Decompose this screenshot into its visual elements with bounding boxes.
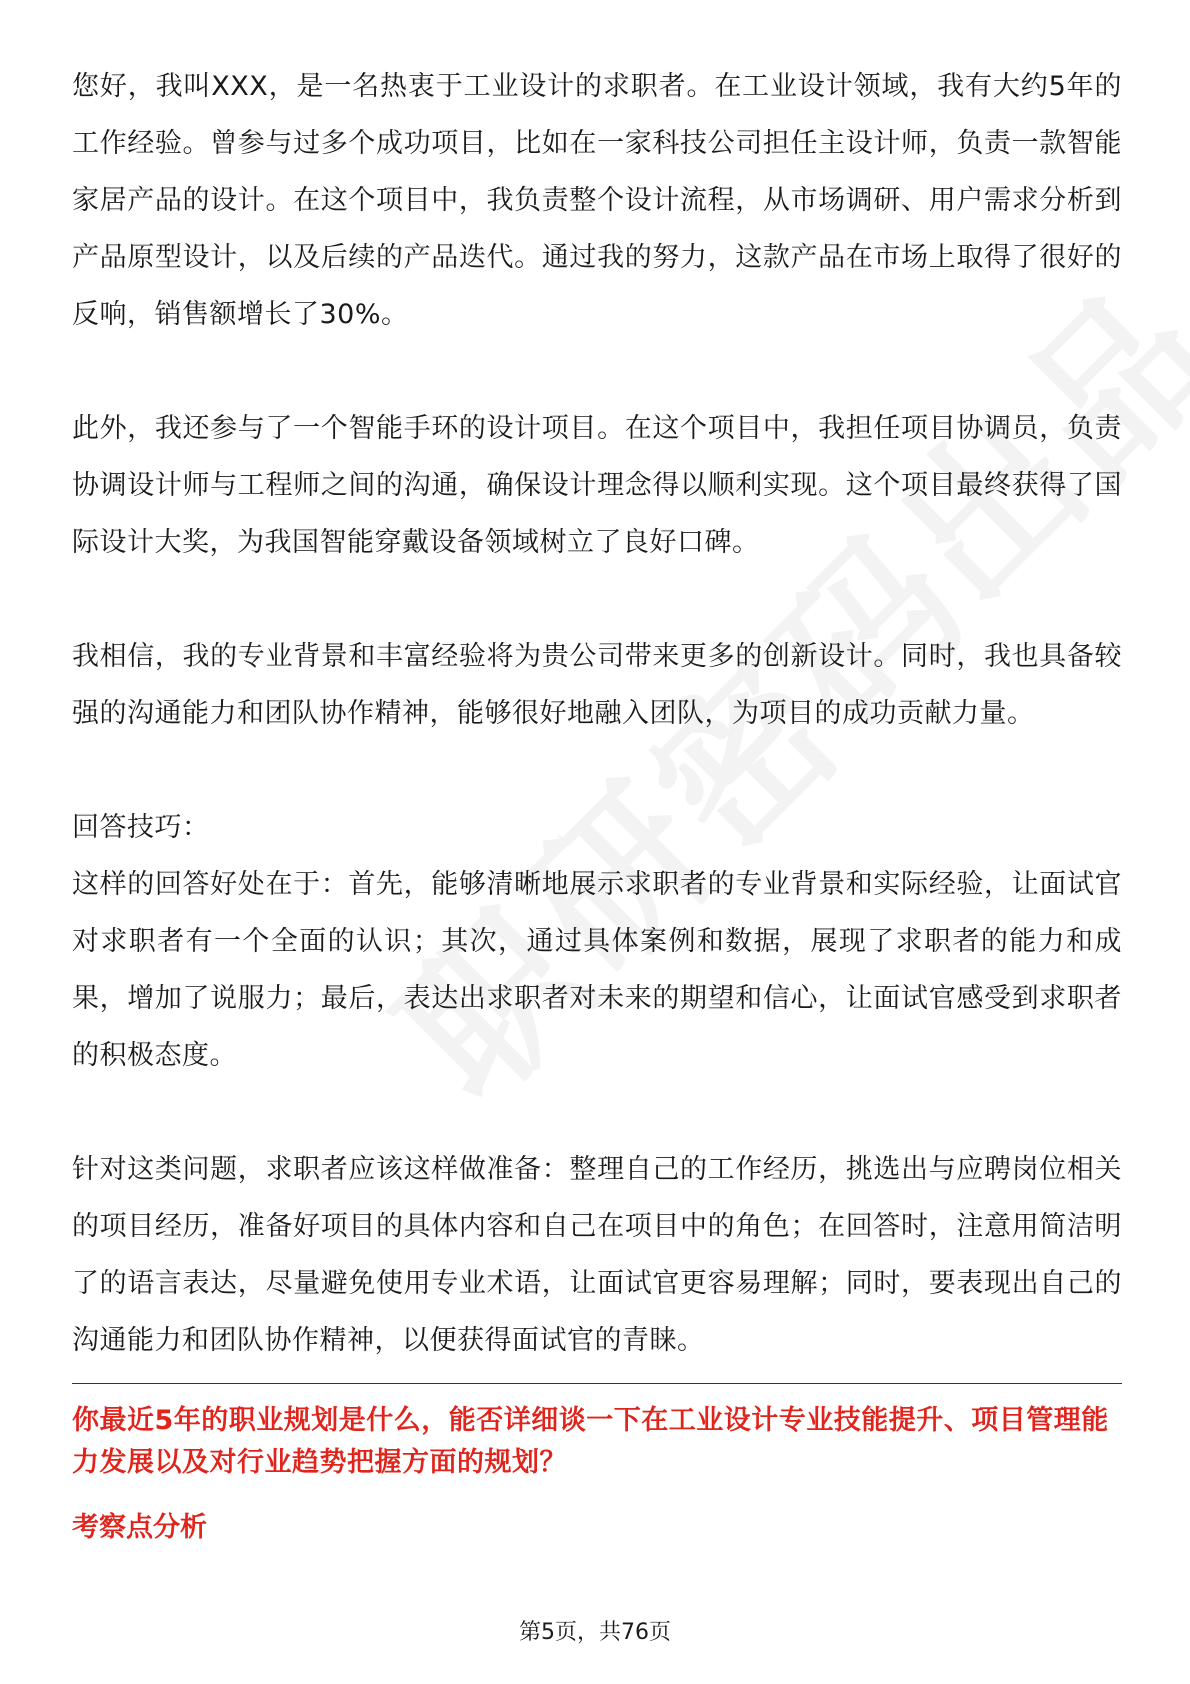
answer-paragraph-1: 您好，我叫XXX，是一名热衷于工业设计的求职者。在工业设计领域，我有大约5年的工作经验。曾参与过多个成功项目，比如在一家科技公司担任主设计师，负责一款智能家居产品的设计。在这个项目中，我负责整个设计流程，从市场调研、用户需求分析到产品原型设计，以及后续的产品迭代。通过我的努力，这款产品在市场上取得了很好的反响，销售额增长了30%。 bbox=[72, 71, 1122, 330]
page-content bbox=[72, 58, 1122, 1548]
answer-paragraph-2: 此外，我还参与了一个智能手环的设计项目。在这个项目中，我担任项目协调员，负责协调设计师与工程师之间的沟通，确保设计理念得以顺利实现。这个项目最终获得了国际设计大奖，为我国智能穿戴设备领域树立了良好口碑。 bbox=[72, 413, 1122, 558]
answer-paragraph-3: 我相信，我的专业背景和丰富经验将为贵公司带来更多的创新设计。同时，我也具备较强的沟通能力和团队协作精神，能够很好地融入团队，为项目的成功贡献力量。 bbox=[72, 641, 1122, 729]
section-title: 考察点分析 bbox=[72, 1512, 207, 1543]
page-footer: 第5页，共76页 bbox=[519, 1620, 671, 1645]
section-divider bbox=[72, 1383, 1122, 1384]
tips-label: 回答技巧： bbox=[72, 812, 210, 843]
tips-paragraph-1: 这样的回答好处在于：首先，能够清晰地展示求职者的专业背景和实际经验，让面试官对求职者有一个全面的认识；其次，通过具体案例和数据，展现了求职者的能力和成果，增加了说服力；最后，表达出求职者对未来的期望和信心，让面试官感受到求职者的积极态度。 bbox=[72, 869, 1122, 1071]
question-heading: 你最近5年的职业规划是什么，能否详细谈一下在工业设计专业技能提升、项目管理能力发展以及对行业趋势把握方面的规划？ bbox=[72, 1405, 1109, 1478]
tips-paragraph-2: 针对这类问题，求职者应该这样做准备：整理自己的工作经历，挑选出与应聘岗位相关的项目经历，准备好项目的具体内容和自己在项目中的角色；在回答时，注意用简洁明了的语言表达，尽量避免使用专业术语，让面试官更容易理解；同时，要表现出自己的沟通能力和团队协作精神，以便获得面试官的青睐。 bbox=[72, 1154, 1122, 1356]
